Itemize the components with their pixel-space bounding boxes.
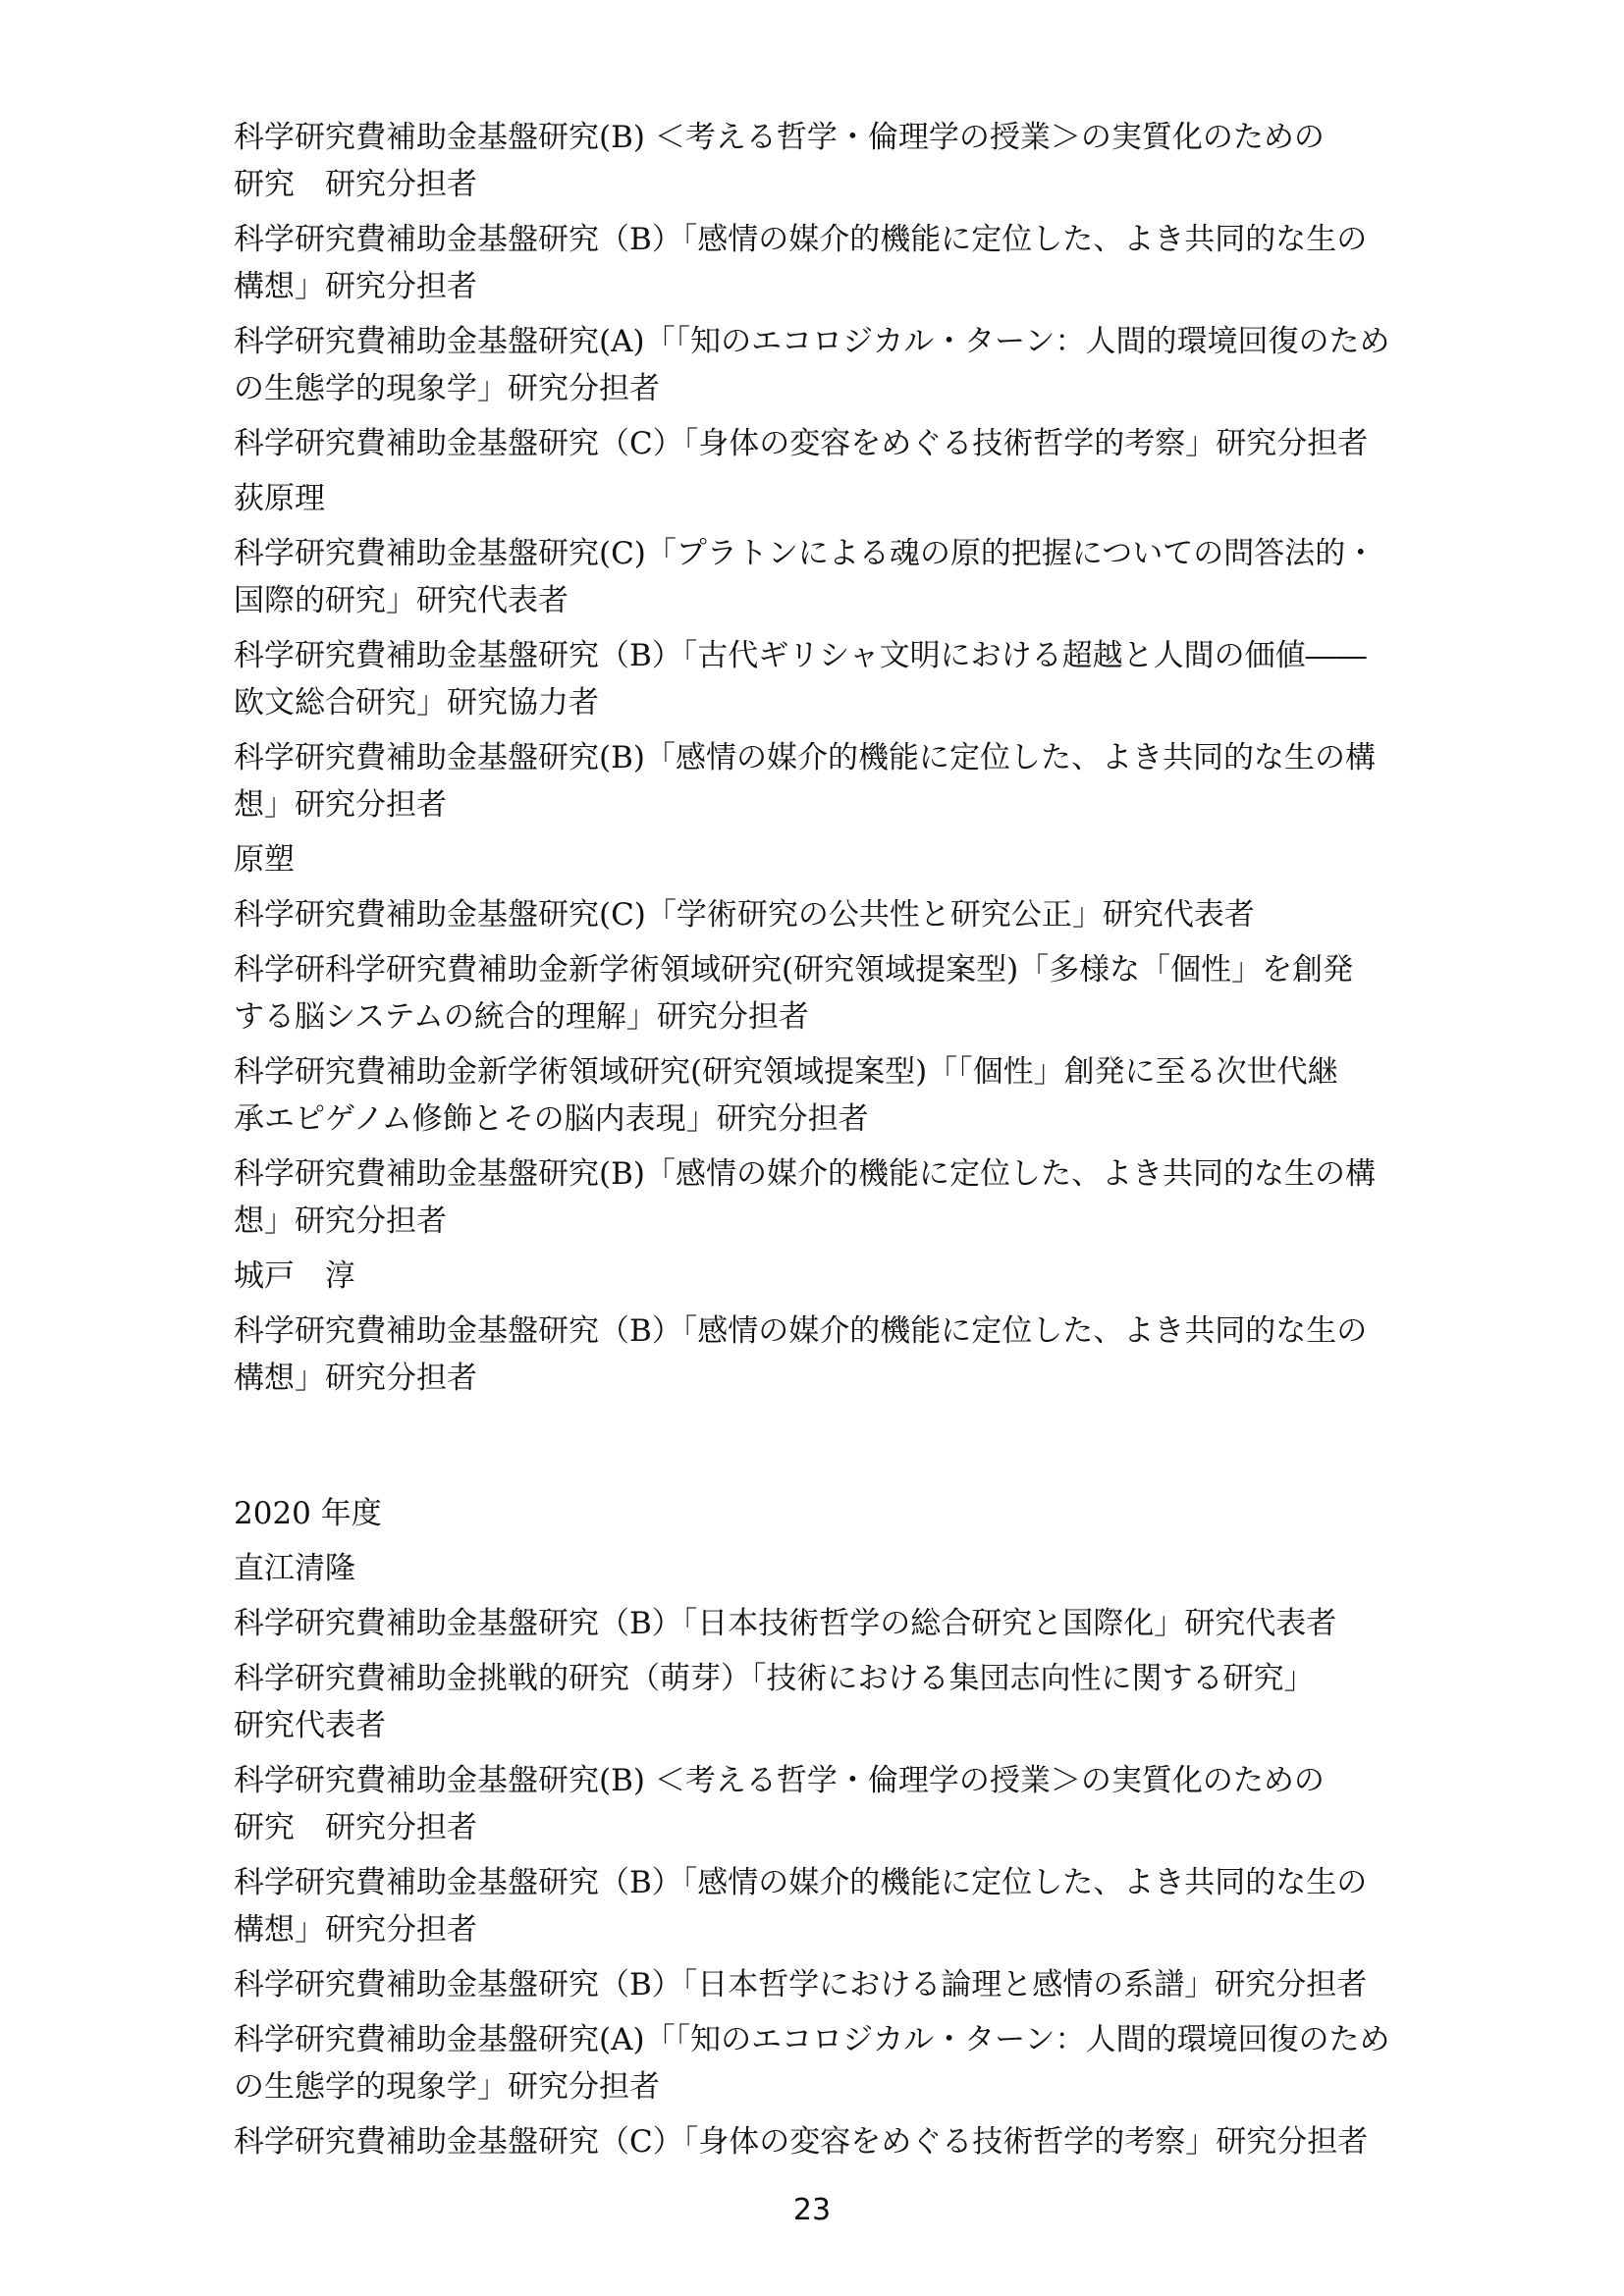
entry-line: の生態学的現象学」研究分担者 — [234, 2069, 660, 2105]
entry-line: 科学研究費補助金基盤研究（B）「日本哲学における論理と感情の系譜」研究分担者 — [234, 1967, 1368, 2002]
grant-entry — [234, 1600, 1412, 1647]
grant-entry — [234, 1150, 1412, 1245]
entry-line: 承エピゲノム修飾とその脳内表現」研究分担者 — [234, 1101, 869, 1137]
grant-list — [234, 114, 1412, 2173]
entry-line: 科学研科学研究費補助金新学術領域研究(研究領域提案型)「多様な「個性」を創発 — [234, 952, 1354, 988]
entry-line: 研究代表者 — [234, 1708, 386, 1743]
entry-line: する脳システムの統合的理解」研究分担者 — [234, 999, 809, 1035]
grant-entry — [234, 2118, 1412, 2165]
grant-entry — [234, 318, 1412, 412]
grant-entry — [234, 420, 1412, 467]
entry-line: 科学研究費補助金基盤研究（B）「日本技術哲学の総合研究と国際化」研究代表者 — [234, 1606, 1337, 1641]
entry-line: 科学研究費補助金基盤研究(B) ＜考える哲学・倫理学の授業＞の実質化のための — [234, 1763, 1325, 1798]
grant-entry — [234, 1859, 1412, 1953]
entry-line: 科学研究費補助金基盤研究(C)「学術研究の公共性と研究公正」研究代表者 — [234, 897, 1255, 933]
entry-line: 科学研究費補助金基盤研究(C)「プラトンによる魂の原的把握についての問答法的・ — [234, 536, 1377, 571]
entry-line: 国際的研究」研究代表者 — [234, 583, 568, 618]
fiscal-year-heading: 2020 年度 — [234, 1496, 382, 1531]
entry-line: 欧文総合研究」研究協力者 — [234, 685, 599, 721]
entry-line: 科学研究費補助金基盤研究(B)「感情の媒介的機能に定位した、よき共同的な生の構 — [234, 1156, 1376, 1192]
entry-line: 研究 研究分担者 — [234, 1810, 477, 1845]
entry-line: 科学研究費補助金基盤研究（B）「感情の媒介的機能に定位した、よき共同的な生の — [234, 222, 1368, 257]
grant-entry — [234, 1655, 1412, 1749]
entry-line: 科学研究費補助金挑戦的研究（萌芽）「技術における集団志向性に関する研究」 — [234, 1661, 1315, 1696]
grant-entry — [234, 1308, 1412, 1402]
entry-line: 想」研究分担者 — [234, 1203, 447, 1239]
grant-entry — [234, 530, 1412, 624]
entry-line: 科学研究費補助金基盤研究（B）「古代ギリシャ文明における超越と人間の価値―― — [234, 638, 1367, 673]
grant-entry — [234, 891, 1412, 938]
entry-line: 科学研究費補助金基盤研究(B)「感情の媒介的機能に定位した、よき共同的な生の構 — [234, 740, 1376, 775]
entry-line: 科学研究費補助金基盤研究(B) ＜考える哲学・倫理学の授業＞の実質化のための — [234, 120, 1325, 155]
entry-line: 科学研究費補助金基盤研究(A)「「知のエコロジカル・ターン：人間的環境回復のため — [234, 324, 1390, 359]
entry-line: 科学研究費補助金基盤研究（B）「感情の媒介的機能に定位した、よき共同的な生の — [234, 1313, 1368, 1349]
entry-line: 構想」研究分担者 — [234, 1361, 477, 1396]
grant-entry — [234, 1757, 1412, 1851]
entry-line: 科学研究費補助金基盤研究（C）「身体の変容をめぐる技術哲学的考察」研究分担者 — [234, 2124, 1369, 2160]
page-number: 23 — [792, 2193, 832, 2227]
entry-line: 科学研究費補助金基盤研究（C）「身体の変容をめぐる技術哲学的考察」研究分担者 — [234, 426, 1369, 461]
grant-entry — [234, 1048, 1412, 1143]
entry-line: 構想」研究分担者 — [234, 269, 477, 304]
entry-line: 研究 研究分担者 — [234, 167, 477, 202]
entry-line: 科学研究費補助金基盤研究(A)「「知のエコロジカル・ターン：人間的環境回復のため — [234, 2022, 1390, 2057]
grant-entry — [234, 734, 1412, 828]
researcher-name: 直江清隆 — [234, 1551, 355, 1586]
grant-entry — [234, 632, 1412, 726]
grant-entry — [234, 2016, 1412, 2110]
researcher-name: 荻原理 — [234, 481, 325, 516]
researcher-name: 城戸 淳 — [234, 1258, 355, 1294]
entry-line: 構想」研究分担者 — [234, 1912, 477, 1948]
grant-entry — [234, 216, 1412, 310]
grant-entry — [234, 1961, 1412, 2008]
entry-line: 科学研究費補助金新学術領域研究(研究領域提案型)「「個性」創発に至る次世代継 — [234, 1054, 1338, 1090]
entry-line: の生態学的現象学」研究分担者 — [234, 371, 660, 406]
grant-entry — [234, 114, 1412, 208]
entry-line: 科学研究費補助金基盤研究（B）「感情の媒介的機能に定位した、よき共同的な生の — [234, 1865, 1368, 1900]
researcher-name: 原塑 — [234, 842, 295, 878]
grant-entry — [234, 946, 1412, 1041]
entry-line: 想」研究分担者 — [234, 787, 447, 823]
